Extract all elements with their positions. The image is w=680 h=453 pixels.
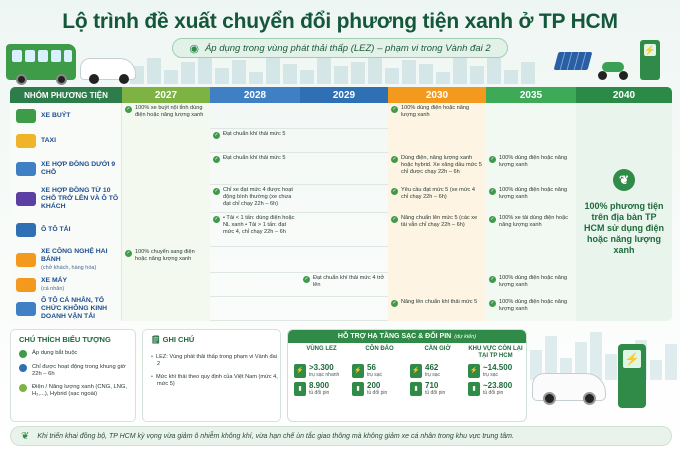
support-header: HỖ TRỢ HẠ TẦNG SẠC & ĐỔI PIN (dự kiến) bbox=[288, 330, 526, 343]
cell-text: Nâng lên chuẩn khí thải mức 5 bbox=[401, 299, 478, 305]
cell-text: Đạt chuẩn khí thải mức 5 bbox=[223, 131, 286, 137]
cell-text: • Tải < 1 tấn: dùng điện hoặc NL xanh • Tải > 1 tấn: đạt mức 4, chỉ chạy 22h – 6h bbox=[223, 215, 295, 235]
final-target-text: 100% phương tiện trên địa bàn TP HCM sử dụng điện hoặc năng lượng xanh bbox=[584, 200, 665, 255]
delivery-scooter-icon bbox=[16, 253, 36, 267]
battery-swap-icon: ▮ bbox=[294, 382, 306, 396]
cell-2027 bbox=[122, 247, 210, 273]
electric-scooter-illustration bbox=[598, 58, 628, 80]
cell-2029 bbox=[300, 247, 388, 273]
row-label bbox=[10, 185, 122, 213]
charger-icon: ⚡ bbox=[468, 364, 480, 378]
check-icon: ✓ bbox=[490, 300, 495, 306]
row-sublabel: (cá nhân) bbox=[41, 286, 65, 292]
cell-text: 100% dùng điện hoặc năng lượng xanh bbox=[499, 187, 568, 200]
year-header-2028: 2028 bbox=[210, 87, 300, 103]
battery-stat bbox=[294, 382, 349, 396]
battery-swap-icon: ▮ bbox=[410, 382, 422, 396]
cell-2029 bbox=[300, 213, 388, 247]
cell-2029 bbox=[300, 185, 388, 213]
cell-2029 bbox=[300, 273, 388, 297]
cell-2028 bbox=[210, 185, 300, 213]
check-icon: ✓ bbox=[392, 106, 397, 112]
charger-label: trụ sạc bbox=[483, 372, 499, 378]
year-header-2040: 2040 bbox=[576, 87, 672, 103]
clock-icon bbox=[19, 364, 27, 372]
cell-text: 100% dùng điện hoặc năng lượng xanh bbox=[499, 275, 568, 288]
cell-text: Dùng điện, năng lượng xanh hoặc hybrid. Xe xăng dầu mức 5 chỉ được chạy 22h – 6h bbox=[401, 155, 482, 175]
cell-2027 bbox=[122, 297, 210, 321]
category-header: NHÓM PHƯƠNG TIỆN bbox=[10, 87, 122, 103]
subtitle-text: Áp dụng trong vùng phát thải thấp (LEZ) – phạm vi trong Vành đai 2 bbox=[204, 42, 491, 54]
cell-2030 bbox=[388, 129, 486, 153]
cell-2029 bbox=[300, 297, 388, 321]
charger-count: 56 bbox=[367, 363, 376, 372]
cell-2029 bbox=[300, 129, 388, 153]
year-header-2035: 2035 bbox=[486, 87, 576, 103]
support-zone bbox=[352, 346, 407, 420]
private-car-icon bbox=[16, 302, 36, 316]
legend-title: CHÚ THÍCH BIỂU TƯỢNG bbox=[19, 335, 111, 344]
zone-name: KHU VỰC CÒN LẠI TẠI TP HCM bbox=[468, 346, 523, 359]
charger-label: trụ sạc nhanh bbox=[309, 372, 340, 378]
notes-box bbox=[142, 329, 281, 422]
taxi-icon bbox=[16, 134, 36, 148]
check-icon: ✓ bbox=[214, 216, 219, 222]
solar-panel-illustration bbox=[554, 52, 593, 70]
cell-2035 bbox=[486, 273, 576, 297]
row-label-text: XE HỢP ĐỒNG TỪ 10 CHỖ TRỞ LÊN VÀ Ô TÔ KHÁCH bbox=[41, 187, 119, 210]
check-icon: ✓ bbox=[392, 188, 397, 194]
row-label-text: XE HỢP ĐỒNG DƯỚI 9 CHỖ bbox=[41, 161, 116, 176]
city-skyline-illustration bbox=[130, 54, 550, 84]
leaf-icon: ❦ bbox=[613, 169, 635, 191]
row-label bbox=[10, 129, 122, 153]
legend-item-label: Điện / Năng lượng xanh (CNG, LNG, H₂,...), Hybrid (sạc ngoài) bbox=[32, 384, 127, 397]
charger-icon: ⚡ bbox=[410, 364, 422, 378]
cell-2035 bbox=[486, 103, 576, 129]
zone-name: CÔN ĐẢO bbox=[365, 346, 394, 352]
truck-icon bbox=[16, 223, 36, 237]
legend-item bbox=[19, 364, 135, 378]
cell-text: 100% dùng điện hoặc năng lượng xanh bbox=[499, 299, 568, 312]
check-icon: ✓ bbox=[304, 276, 309, 282]
page-title: Lộ trình đề xuất chuyển đổi phương tiện xanh ở TP HCM bbox=[62, 10, 618, 33]
footer-note bbox=[10, 426, 672, 446]
subtitle-banner bbox=[172, 38, 508, 58]
year-header-2029: 2029 bbox=[300, 87, 388, 103]
zone-name: CẦN GIỜ bbox=[424, 346, 451, 352]
check-icon: ✓ bbox=[126, 250, 131, 256]
note-item: • Mức khí thải theo quy định của Việt Nam (mức 4, mức 5) bbox=[157, 374, 280, 388]
cell-2035 bbox=[486, 185, 576, 213]
check-icon: ✓ bbox=[214, 132, 219, 138]
location-pin-icon: ◉ bbox=[189, 42, 199, 55]
charger-label: trụ sạc bbox=[425, 372, 441, 378]
year-header-2027: 2027 bbox=[122, 87, 210, 103]
footer-text: Khi triển khai đồng bộ, TP HCM kỳ vọng vừa giảm ô nhiễm không khí, vừa hạn chế ùn tắc giao thông mà không giảm xe cá nhân trong khu vực trung tâm. bbox=[37, 432, 514, 440]
charger-label: trụ sạc bbox=[367, 372, 383, 378]
cell-2027 bbox=[122, 273, 210, 297]
charger-icon: ⚡ bbox=[294, 364, 306, 378]
cell-text: Chỉ xe đạt mức 4 được hoạt động bình thường (xe chưa đạt chỉ chạy 22h – 6h) bbox=[223, 187, 293, 207]
charging-station-illustration: ⚡ bbox=[618, 344, 646, 408]
check-icon bbox=[19, 350, 27, 358]
cell-2027 bbox=[122, 103, 210, 129]
check-icon: ✓ bbox=[490, 156, 495, 162]
row-label bbox=[10, 273, 122, 297]
green-energy-icon bbox=[19, 384, 27, 392]
support-zone bbox=[468, 346, 523, 420]
table-row bbox=[10, 247, 576, 273]
cell-2028 bbox=[210, 129, 300, 153]
cell-2028 bbox=[210, 153, 300, 185]
legend-item-label: Áp dụng bắt buộc bbox=[32, 350, 78, 356]
zone-name: VÙNG LEZ bbox=[306, 346, 337, 352]
row-label-text: Ô TÔ TẢI bbox=[41, 226, 71, 233]
cell-2030 bbox=[388, 213, 486, 247]
check-icon: ✓ bbox=[490, 216, 495, 222]
check-icon: ✓ bbox=[214, 188, 219, 194]
battery-stat bbox=[352, 382, 407, 396]
charger-stat bbox=[352, 364, 407, 378]
check-icon: ✓ bbox=[214, 156, 219, 162]
check-icon: ✓ bbox=[392, 216, 397, 222]
charger-stat bbox=[294, 364, 349, 378]
cell-2027 bbox=[122, 129, 210, 153]
cell-2030 bbox=[388, 153, 486, 185]
bus-icon bbox=[16, 109, 36, 123]
table-row bbox=[10, 297, 576, 321]
electric-car-illustration bbox=[532, 373, 606, 401]
charger-count: ~14.500 bbox=[483, 363, 513, 372]
motorbike-icon bbox=[16, 278, 36, 292]
electric-bus-illustration bbox=[6, 44, 76, 80]
car-icon bbox=[16, 162, 36, 176]
charger-stat bbox=[468, 364, 523, 378]
electric-car-illustration bbox=[80, 58, 136, 80]
cell-2030 bbox=[388, 185, 486, 213]
battery-swap-icon: ▮ bbox=[468, 382, 480, 396]
row-label bbox=[10, 213, 122, 247]
cell-2028 bbox=[210, 213, 300, 247]
cell-2035 bbox=[486, 153, 576, 185]
charger-count: >3.300 bbox=[309, 363, 334, 372]
legend-box bbox=[10, 329, 136, 422]
cell-2029 bbox=[300, 153, 388, 185]
cell-2027 bbox=[122, 153, 210, 185]
charging-station-illustration: ⚡ bbox=[640, 40, 660, 80]
battery-count: ~23.800 bbox=[483, 381, 513, 390]
check-icon: ✓ bbox=[490, 276, 495, 282]
table-row bbox=[10, 185, 576, 213]
table-row bbox=[10, 129, 576, 153]
battery-label: tủ đổi pin bbox=[483, 390, 504, 396]
cell-2028 bbox=[210, 247, 300, 273]
cell-2028 bbox=[210, 273, 300, 297]
cell-2028 bbox=[210, 297, 300, 321]
table-row bbox=[10, 103, 576, 129]
support-zone bbox=[410, 346, 465, 420]
cell-2028 bbox=[210, 103, 300, 129]
cell-2035 bbox=[486, 129, 576, 153]
cell-2030 bbox=[388, 247, 486, 273]
charging-support-panel bbox=[287, 329, 527, 422]
cell-2030 bbox=[388, 103, 486, 129]
cell-2027 bbox=[122, 213, 210, 247]
battery-label: tủ đổi pin bbox=[367, 390, 388, 396]
cell-2035 bbox=[486, 247, 576, 273]
cell-text: 100% dùng điện hoặc năng lượng xanh bbox=[499, 155, 568, 168]
row-label bbox=[10, 247, 122, 273]
table-row bbox=[10, 273, 576, 297]
cell-text: 100% xe tải dùng điện hoặc năng lượng xanh bbox=[499, 215, 569, 228]
cell-2035 bbox=[486, 297, 576, 321]
leaf-icon: ❦ bbox=[21, 430, 30, 442]
legend-item bbox=[19, 384, 135, 398]
coach-icon bbox=[16, 192, 36, 206]
row-label bbox=[10, 103, 122, 129]
cell-text: Đạt chuẩn khí thải mức 4 trở lên bbox=[313, 275, 385, 288]
battery-swap-icon: ▮ bbox=[352, 382, 364, 396]
note-item: • LEZ: Vùng phát thải thấp trong phạm vi Vành đai 2 bbox=[157, 354, 280, 368]
cell-2027 bbox=[122, 185, 210, 213]
check-icon: ✓ bbox=[490, 188, 495, 194]
support-zone bbox=[294, 346, 349, 420]
row-sublabel: (chở khách, hàng hóa) bbox=[41, 265, 97, 271]
final-2040-target bbox=[576, 103, 672, 321]
check-icon: ✓ bbox=[392, 156, 397, 162]
battery-count: 200 bbox=[367, 381, 381, 390]
cell-text: 100% xe buýt nội tỉnh dùng điện hoặc năng lượng xanh bbox=[135, 105, 204, 118]
check-icon: ✓ bbox=[126, 106, 131, 112]
cell-2035 bbox=[486, 213, 576, 247]
charger-icon: ⚡ bbox=[352, 364, 364, 378]
battery-count: 710 bbox=[425, 381, 439, 390]
row-label-text: XE CÔNG NGHỆ HAI BÁNH (chở khách, hàng hóa) bbox=[41, 248, 121, 272]
cell-text: Yêu cầu đạt mức 5 (xe mức 4 chỉ chạy 22h – 6h) bbox=[401, 187, 476, 200]
cell-text: 100% chuyển sang điện hoặc năng lượng xanh bbox=[135, 249, 195, 262]
note-icon: 🗒 bbox=[151, 335, 163, 344]
check-icon: ✓ bbox=[392, 300, 397, 306]
row-label-text: TAXI bbox=[41, 137, 56, 144]
cell-text: Đạt chuẩn khí thải mức 5 bbox=[223, 155, 286, 161]
row-label-text: Ô TÔ CÁ NHÂN, TỔ CHỨC KHÔNG KINH DOANH VẬN TẢI bbox=[41, 297, 108, 320]
legend-item bbox=[19, 350, 135, 358]
table-row bbox=[10, 153, 576, 185]
charger-count: 462 bbox=[425, 363, 439, 372]
year-header-2030: 2030 bbox=[388, 87, 486, 103]
cell-2030 bbox=[388, 297, 486, 321]
notes-title: 🗒 GHI CHÚ bbox=[151, 335, 195, 344]
charger-stat bbox=[410, 364, 465, 378]
cell-text: Nâng chuẩn lên mức 5 (các xe tải vẫn chỉ chạy 22h – 6h) bbox=[401, 215, 478, 228]
battery-stat bbox=[468, 382, 523, 396]
cell-text: 100% dùng điện hoặc năng lượng xanh bbox=[401, 105, 470, 118]
row-label-text: XE MÁY (cá nhân) bbox=[41, 277, 68, 292]
battery-count: 8.900 bbox=[309, 381, 330, 390]
row-label bbox=[10, 153, 122, 185]
battery-label: tủ đổi pin bbox=[309, 390, 330, 396]
legend-item-label: Chỉ được hoạt động trong khung giờ 22h – 6h bbox=[32, 364, 126, 377]
cell-2029 bbox=[300, 103, 388, 129]
table-row bbox=[10, 213, 576, 247]
row-label-text: XE BUÝT bbox=[41, 112, 71, 119]
battery-label: tủ đổi pin bbox=[425, 390, 446, 396]
row-label bbox=[10, 297, 122, 321]
battery-stat bbox=[410, 382, 465, 396]
roadmap-table bbox=[10, 87, 672, 321]
cell-2030 bbox=[388, 273, 486, 297]
